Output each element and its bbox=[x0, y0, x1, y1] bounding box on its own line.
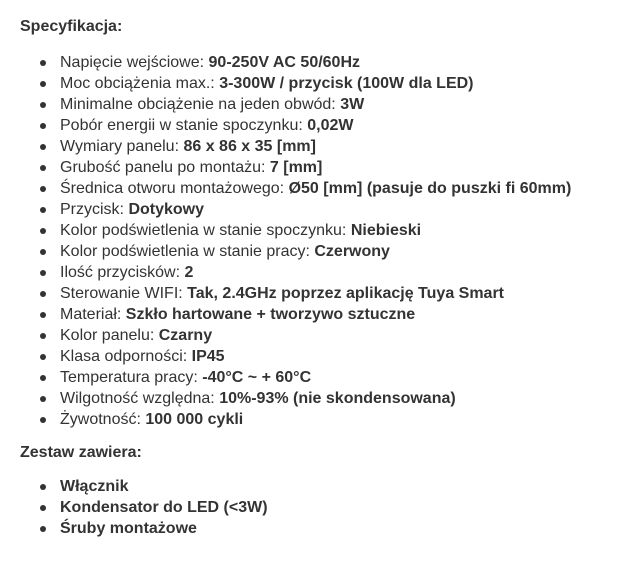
spec-label: Materiał: bbox=[60, 306, 126, 323]
spec-item bbox=[60, 220, 635, 241]
spec-item bbox=[60, 262, 635, 283]
spec-value: -40°C ~ + 60°C bbox=[202, 369, 312, 386]
spec-value: 2 bbox=[184, 264, 194, 281]
set-item bbox=[60, 476, 635, 497]
spec-label: Przycisk: bbox=[60, 201, 129, 218]
set-item bbox=[60, 497, 635, 518]
spec-value: IP45 bbox=[191, 348, 225, 365]
bullet-icon bbox=[40, 207, 46, 213]
spec-value: Niebieski bbox=[350, 222, 422, 239]
spec-value: Szkło hartowane + tworzywo sztuczne bbox=[125, 306, 416, 323]
spec-label: Wilgotność względna: bbox=[60, 390, 220, 407]
set-item-label: Kondensator do LED (<3W) bbox=[60, 499, 268, 516]
bullet-icon bbox=[40, 526, 46, 532]
bullet-icon bbox=[40, 396, 46, 402]
bullet-icon bbox=[40, 312, 46, 318]
spec-value: 7 [mm] bbox=[269, 159, 323, 176]
bullet-icon bbox=[40, 354, 46, 360]
bullet-icon bbox=[40, 60, 46, 66]
spec-value: 0,02W bbox=[307, 117, 354, 134]
bullet-icon bbox=[40, 484, 46, 490]
spec-item bbox=[60, 409, 635, 430]
spec-label: Pobór energii w stanie spoczynku: bbox=[60, 117, 308, 134]
bullet-icon bbox=[40, 249, 46, 255]
spec-label: Średnica otworu montażowego: bbox=[60, 180, 289, 197]
spec-label: Ilość przycisków: bbox=[60, 264, 185, 281]
spec-value: Czerwony bbox=[314, 243, 390, 260]
bullet-icon bbox=[40, 165, 46, 171]
set-list bbox=[20, 476, 635, 539]
spec-item bbox=[60, 388, 635, 409]
spec-title: Specyfikacja: bbox=[20, 18, 123, 35]
bullet-icon bbox=[40, 417, 46, 423]
spec-label: Kolor podświetlenia w stanie pracy: bbox=[60, 243, 315, 260]
spec-item bbox=[60, 136, 635, 157]
bullet-icon bbox=[40, 81, 46, 87]
spec-item bbox=[60, 325, 635, 346]
bullet-icon bbox=[40, 102, 46, 108]
spec-item bbox=[60, 178, 635, 199]
set-title: Zestaw zawiera: bbox=[20, 444, 142, 461]
spec-label: Temperatura pracy: bbox=[60, 369, 203, 386]
bullet-icon bbox=[40, 144, 46, 150]
spec-value: Czarny bbox=[158, 327, 213, 344]
spec-value: 3-300W / przycisk (100W dla LED) bbox=[219, 75, 474, 92]
bullet-icon bbox=[40, 228, 46, 234]
spec-item bbox=[60, 115, 635, 136]
spec-label: Żywotność: bbox=[60, 411, 146, 428]
spec-item bbox=[60, 241, 635, 262]
bullet-icon bbox=[40, 333, 46, 339]
spec-item bbox=[60, 52, 635, 73]
spec-label: Klasa odporności: bbox=[60, 348, 192, 365]
spec-value: 90-250V AC 50/60Hz bbox=[208, 54, 361, 71]
spec-value: Dotykowy bbox=[128, 201, 205, 218]
spec-label: Moc obciążenia max.: bbox=[60, 75, 220, 92]
bullet-icon bbox=[40, 270, 46, 276]
spec-item bbox=[60, 304, 635, 325]
spec-label: Sterowanie WIFI: bbox=[60, 285, 188, 302]
spec-value: 3W bbox=[340, 96, 365, 113]
spec-label: Kolor panelu: bbox=[60, 327, 159, 344]
spec-value: 100 000 cykli bbox=[145, 411, 244, 428]
spec-item bbox=[60, 346, 635, 367]
spec-item bbox=[60, 73, 635, 94]
spec-item bbox=[60, 94, 635, 115]
spec-list bbox=[20, 52, 635, 430]
bullet-icon bbox=[40, 186, 46, 192]
set-item bbox=[60, 518, 635, 539]
spec-value: 86 x 86 x 35 [mm] bbox=[183, 138, 316, 155]
spec-value: Tak, 2.4GHz poprzez aplikację Tuya Smart bbox=[187, 285, 505, 302]
spec-value: Ø50 [mm] (pasuje do puszki fi 60mm) bbox=[288, 180, 572, 197]
bullet-icon bbox=[40, 505, 46, 511]
spec-label: Minimalne obciążenie na jeden obwód: bbox=[60, 96, 341, 113]
spec-item bbox=[60, 157, 635, 178]
spec-item bbox=[60, 367, 635, 388]
spec-item bbox=[60, 283, 635, 304]
spec-label: Grubość panelu po montażu: bbox=[60, 159, 270, 176]
set-item-label: Włącznik bbox=[60, 478, 129, 495]
spec-label: Wymiary panelu: bbox=[60, 138, 184, 155]
bullet-icon bbox=[40, 291, 46, 297]
bullet-icon bbox=[40, 123, 46, 129]
bullet-icon bbox=[40, 375, 46, 381]
spec-label: Napięcie wejściowe: bbox=[60, 54, 209, 71]
spec-label: Kolor podświetlenia w stanie spoczynku: bbox=[60, 222, 351, 239]
spec-value: 10%-93% (nie skondensowana) bbox=[219, 390, 456, 407]
set-item-label: Śruby montażowe bbox=[60, 520, 197, 537]
spec-item bbox=[60, 199, 635, 220]
